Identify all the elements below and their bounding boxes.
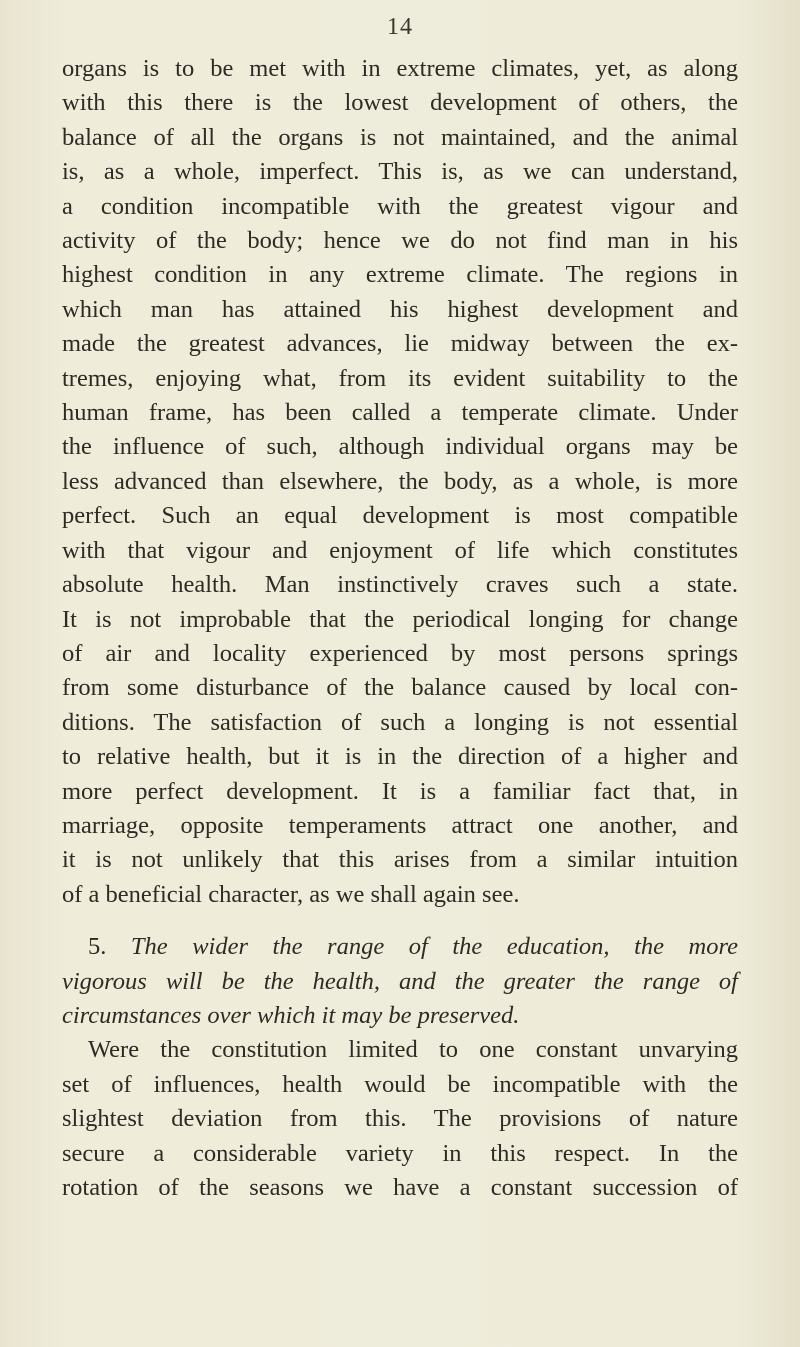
text-line: marriage, opposite temperaments attract one another, and <box>62 811 738 839</box>
paragraph-1 <box>62 52 738 912</box>
section-number: 5. <box>88 933 107 961</box>
text-line: absolute health. Man instinctively craves such a state. <box>62 571 738 599</box>
paragraph-2 <box>62 1033 738 1205</box>
section-heading-text: The wider the range of the education, the more <box>130 933 739 961</box>
section-heading-line <box>62 930 738 964</box>
text-line: made the greatest advances, lie midway between the ex- <box>62 330 738 358</box>
text-line: secure a considerable variety in this respect. In the <box>62 1139 738 1167</box>
text-line: less advanced than elsewhere, the body, as a whole, is more <box>62 467 738 495</box>
text-line: ditions. The satisfaction of such a longing is not essential <box>62 708 738 736</box>
text-line: which man has attained his highest development and <box>62 295 738 323</box>
text-line: tremes, enjoying what, from its evident suitability to the <box>62 364 738 392</box>
page-number: 14 <box>387 14 413 40</box>
text-line: a condition incompatible with the greatest vigour and <box>62 192 738 220</box>
section-heading <box>62 930 738 1033</box>
text-line: Were the constitution limited to one constant unvarying <box>88 1036 738 1064</box>
text-line: is, as a whole, imperfect. This is, as we can understand, <box>62 158 738 186</box>
text-line: the influence of such, although individual organs may be <box>62 433 738 461</box>
text-line: with that vigour and enjoyment of life which constitutes <box>62 536 738 564</box>
text-line: balance of all the organs is not maintained, and the animal <box>62 123 738 151</box>
section-heading-line: vigorous will be the health, and the greater the range of <box>62 967 738 995</box>
text-line: with this there is the lowest development of others, the <box>62 89 738 117</box>
text-line: human frame, has been called a temperate climate. Under <box>62 399 738 427</box>
text-line: more perfect development. It is a familiar fact that, in <box>62 777 738 805</box>
text-line: slightest deviation from this. The provisions of nature <box>62 1105 738 1133</box>
text-line: organs is to be met with in extreme climates, yet, as along <box>62 55 738 82</box>
text-line: rotation of the seasons we have a constant succession of <box>62 1174 738 1201</box>
paragraph-gap <box>62 912 738 930</box>
text-line: perfect. Such an equal development is most compatible <box>62 502 738 530</box>
text-line: to relative health, but it is in the direction of a higher and <box>62 743 738 771</box>
text-line: of a beneficial character, as we shall again see. <box>62 880 520 908</box>
text-line: highest condition in any extreme climate. The regions in <box>62 261 738 289</box>
section-heading-line: circumstances over which it may be preserved. <box>62 1001 520 1029</box>
text-line: activity of the body; hence we do not find man in his <box>62 227 738 255</box>
text-line: of air and locality experienced by most persons springs <box>62 639 738 667</box>
text-line: it is not unlikely that this arises from a similar intuition <box>62 846 738 874</box>
page-body <box>62 52 738 1205</box>
text-line: set of influences, health would be incompatible with the <box>62 1070 738 1098</box>
text-line: from some disturbance of the balance caused by local con- <box>62 674 738 702</box>
text-line: It is not improbable that the periodical longing for change <box>62 605 738 633</box>
